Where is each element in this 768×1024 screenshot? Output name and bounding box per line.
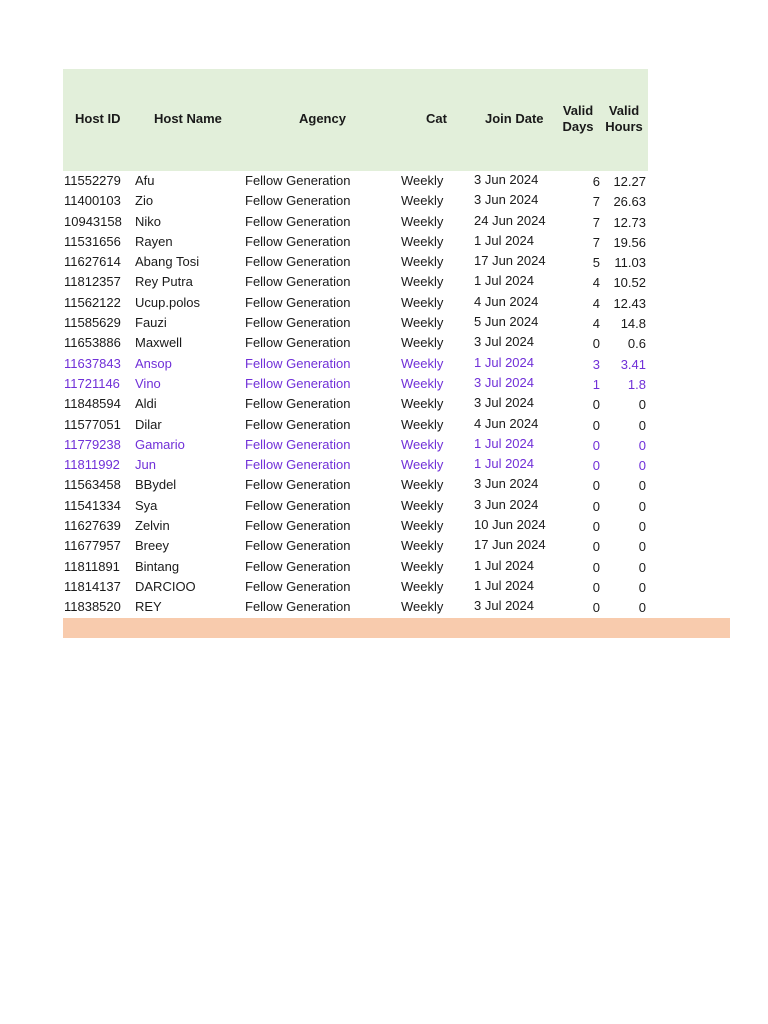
cell-host-id: 11811992 bbox=[64, 457, 120, 473]
cell-host-name: Afu bbox=[135, 173, 155, 188]
cell-agency: Fellow Generation bbox=[245, 416, 351, 432]
cell-join-date: 3 Jul 2024 bbox=[474, 334, 534, 350]
table-row bbox=[63, 516, 648, 536]
cell-host-name: Maxwell bbox=[135, 335, 182, 351]
cell-host-id: 11637843 bbox=[64, 355, 121, 371]
cell-cat: Weekly bbox=[401, 497, 444, 513]
table-row bbox=[63, 354, 648, 374]
cell-host-id: 11585629 bbox=[64, 315, 121, 331]
table-row bbox=[63, 536, 648, 556]
cell-join-date: 1 Jul 2024 bbox=[474, 577, 534, 593]
cell-cat: Weekly bbox=[401, 213, 444, 229]
cell-valid-hours: 0 bbox=[638, 579, 646, 595]
table-row bbox=[63, 415, 648, 435]
cell-host-name: Zio bbox=[135, 193, 154, 209]
cell-valid-hours: 12.27 bbox=[613, 174, 646, 189]
cell-cat: Weekly bbox=[401, 233, 444, 249]
cell-join-date: 1 Jul 2024 bbox=[474, 232, 534, 248]
cell-cat: Weekly bbox=[401, 538, 444, 554]
cell-valid-hours: 0 bbox=[638, 519, 646, 535]
table-row bbox=[63, 212, 648, 232]
cell-valid-hours: 0 bbox=[638, 458, 646, 474]
cell-join-date: 10 Jun 2024 bbox=[474, 517, 546, 533]
cell-host-id: 11812357 bbox=[64, 274, 121, 290]
header-host-name: Host Name bbox=[154, 111, 222, 126]
cell-valid-hours: 0.6 bbox=[627, 336, 646, 352]
cell-join-date: 3 Jul 2024 bbox=[474, 374, 534, 390]
table-row bbox=[63, 374, 648, 394]
cell-host-id: 11577051 bbox=[64, 416, 121, 432]
cell-host-id: 11848594 bbox=[64, 396, 121, 412]
cell-host-id: 11541334 bbox=[64, 497, 121, 513]
cell-agency: Fellow Generation bbox=[245, 375, 351, 391]
cell-join-date: 1 Jul 2024 bbox=[474, 456, 534, 472]
cell-agency: Fellow Generation bbox=[245, 477, 351, 493]
cell-valid-days: 3 bbox=[592, 356, 600, 372]
cell-agency: Fellow Generation bbox=[245, 315, 351, 331]
table-row bbox=[63, 313, 648, 333]
cell-host-name: DARCIOO bbox=[135, 578, 196, 594]
table-row bbox=[63, 577, 648, 597]
cell-agency: Fellow Generation bbox=[245, 436, 351, 452]
cell-valid-hours: 1.8 bbox=[627, 376, 646, 392]
cell-cat: Weekly bbox=[401, 436, 444, 452]
table-body bbox=[63, 171, 648, 618]
cell-cat: Weekly bbox=[401, 518, 444, 534]
cell-valid-hours: 0 bbox=[638, 417, 646, 433]
cell-host-id: 11838520 bbox=[64, 599, 121, 615]
cell-agency: Fellow Generation bbox=[245, 578, 351, 594]
cell-valid-days: 0 bbox=[592, 478, 600, 494]
cell-valid-days: 4 bbox=[592, 295, 600, 311]
cell-host-name: REY bbox=[135, 599, 162, 615]
cell-cat: Weekly bbox=[401, 375, 444, 391]
cell-host-id: 11627639 bbox=[64, 518, 121, 534]
cell-agency: Fellow Generation bbox=[245, 213, 351, 229]
cell-host-id: 11552279 bbox=[64, 173, 121, 188]
header-host-id: Host ID bbox=[75, 111, 121, 126]
cell-valid-days: 5 bbox=[592, 255, 600, 271]
cell-cat: Weekly bbox=[401, 416, 444, 432]
cell-cat: Weekly bbox=[401, 599, 444, 615]
cell-valid-days: 0 bbox=[592, 458, 600, 474]
cell-cat: Weekly bbox=[401, 254, 444, 270]
cell-host-name: Bintang bbox=[135, 558, 180, 574]
cell-cat: Weekly bbox=[401, 355, 444, 371]
cell-agency: Fellow Generation bbox=[245, 233, 351, 249]
cell-agency: Fellow Generation bbox=[245, 274, 351, 290]
cell-agency: Fellow Generation bbox=[245, 518, 351, 534]
cell-host-id: 11562122 bbox=[64, 294, 121, 310]
cell-valid-days: 0 bbox=[592, 539, 600, 555]
cell-valid-days: 0 bbox=[592, 519, 600, 535]
cell-host-name: BBydel bbox=[135, 477, 177, 493]
cell-valid-days: 0 bbox=[592, 600, 600, 616]
cell-valid-days: 0 bbox=[592, 417, 600, 433]
cell-join-date: 4 Jun 2024 bbox=[474, 415, 539, 431]
cell-valid-hours: 0 bbox=[638, 397, 646, 413]
header-valid-days bbox=[560, 103, 596, 135]
cell-valid-days: 6 bbox=[592, 174, 600, 189]
cell-valid-hours: 0 bbox=[638, 498, 646, 514]
cell-host-name: Gamario bbox=[135, 436, 185, 452]
cell-cat: Weekly bbox=[401, 335, 444, 351]
header-cat: Cat bbox=[426, 111, 447, 126]
cell-host-id: 11563458 bbox=[64, 477, 121, 493]
table-row bbox=[63, 191, 648, 211]
cell-join-date: 3 Jun 2024 bbox=[474, 192, 539, 208]
cell-agency: Fellow Generation bbox=[245, 254, 351, 270]
cell-host-id: 11677957 bbox=[64, 538, 121, 554]
cell-host-name: Sya bbox=[135, 497, 158, 513]
cell-host-name: Abang Tosi bbox=[135, 254, 200, 270]
header-valid-days-line2: Days bbox=[562, 119, 594, 134]
cell-valid-hours: 0 bbox=[638, 559, 646, 575]
cell-join-date: 17 Jun 2024 bbox=[474, 253, 546, 269]
cell-agency: Fellow Generation bbox=[245, 497, 351, 513]
footer-bar bbox=[63, 618, 730, 638]
cell-valid-hours: 14.8 bbox=[620, 316, 646, 332]
header-agency: Agency bbox=[299, 111, 346, 126]
header-join-date: Join Date bbox=[485, 111, 544, 126]
cell-valid-days: 1 bbox=[592, 376, 600, 392]
table-row bbox=[63, 293, 648, 313]
cell-host-name: Jun bbox=[135, 457, 156, 473]
cell-join-date: 3 Jun 2024 bbox=[474, 172, 539, 187]
cell-join-date: 5 Jun 2024 bbox=[474, 314, 539, 330]
cell-join-date: 3 Jun 2024 bbox=[474, 496, 539, 512]
cell-host-id: 11400103 bbox=[64, 193, 121, 209]
cell-valid-days: 4 bbox=[592, 275, 600, 291]
cell-agency: Fellow Generation bbox=[245, 173, 351, 188]
cell-join-date: 3 Jun 2024 bbox=[474, 476, 539, 492]
cell-host-name: Ucup.polos bbox=[135, 294, 201, 310]
cell-host-name: Fauzi bbox=[135, 315, 167, 331]
cell-host-name: Rey Putra bbox=[135, 274, 193, 290]
header-valid-hours-line1: Valid bbox=[608, 103, 640, 118]
cell-cat: Weekly bbox=[401, 558, 444, 574]
header-valid-hours bbox=[604, 103, 644, 135]
cell-valid-days: 0 bbox=[592, 579, 600, 595]
table-row bbox=[63, 557, 648, 577]
cell-join-date: 1 Jul 2024 bbox=[474, 273, 534, 289]
cell-cat: Weekly bbox=[401, 315, 444, 331]
cell-host-name: Aldi bbox=[135, 396, 157, 412]
cell-agency: Fellow Generation bbox=[245, 558, 351, 574]
cell-host-name: Dilar bbox=[135, 416, 162, 432]
cell-host-id: 11721146 bbox=[64, 375, 120, 391]
table-row bbox=[63, 475, 648, 495]
cell-join-date: 1 Jul 2024 bbox=[474, 354, 534, 370]
cell-cat: Weekly bbox=[401, 457, 444, 473]
cell-join-date: 1 Jul 2024 bbox=[474, 435, 534, 451]
cell-cat: Weekly bbox=[401, 294, 444, 310]
cell-valid-hours: 11.03 bbox=[614, 255, 646, 271]
cell-valid-hours: 0 bbox=[638, 478, 646, 494]
cell-valid-hours: 0 bbox=[638, 539, 646, 555]
table-row bbox=[63, 333, 648, 353]
cell-host-id: 11653886 bbox=[64, 335, 121, 351]
cell-cat: Weekly bbox=[401, 477, 444, 493]
cell-host-id: 11814137 bbox=[64, 578, 121, 594]
cell-valid-hours: 3.41 bbox=[620, 356, 646, 372]
cell-valid-hours: 12.43 bbox=[613, 295, 646, 311]
cell-valid-days: 0 bbox=[592, 498, 600, 514]
cell-join-date: 4 Jun 2024 bbox=[474, 293, 539, 309]
cell-host-id: 10943158 bbox=[64, 213, 122, 229]
cell-host-id: 11811891 bbox=[64, 558, 120, 574]
cell-agency: Fellow Generation bbox=[245, 355, 351, 371]
table-row bbox=[63, 232, 648, 252]
cell-cat: Weekly bbox=[401, 396, 444, 412]
cell-join-date: 17 Jun 2024 bbox=[474, 537, 546, 553]
cell-valid-hours: 0 bbox=[638, 600, 646, 616]
table-row bbox=[63, 252, 648, 272]
cell-cat: Weekly bbox=[401, 578, 444, 594]
table-row bbox=[63, 394, 648, 414]
cell-valid-hours: 10.52 bbox=[613, 275, 646, 291]
cell-agency: Fellow Generation bbox=[245, 294, 351, 310]
cell-host-id: 11779238 bbox=[64, 436, 121, 452]
table-row bbox=[63, 597, 648, 617]
cell-host-name: Ansop bbox=[135, 355, 172, 371]
cell-valid-days: 7 bbox=[592, 194, 600, 210]
cell-valid-hours: 12.73 bbox=[613, 214, 646, 230]
header-valid-hours-line2: Hours bbox=[605, 119, 643, 134]
cell-valid-days: 7 bbox=[592, 214, 600, 230]
cell-host-name: Zelvin bbox=[135, 518, 170, 534]
table-row bbox=[63, 496, 648, 516]
cell-valid-days: 7 bbox=[592, 234, 600, 250]
host-report-table bbox=[63, 69, 730, 618]
cell-valid-hours: 0 bbox=[638, 437, 646, 453]
cell-host-name: Breey bbox=[135, 538, 169, 554]
cell-host-name: Rayen bbox=[135, 233, 173, 249]
cell-agency: Fellow Generation bbox=[245, 599, 351, 615]
cell-agency: Fellow Generation bbox=[245, 335, 351, 351]
cell-join-date: 3 Jul 2024 bbox=[474, 598, 534, 614]
cell-host-id: 11627614 bbox=[64, 254, 121, 270]
table-header bbox=[63, 69, 648, 171]
cell-host-name: Niko bbox=[135, 213, 162, 229]
cell-cat: Weekly bbox=[401, 274, 444, 290]
table-row bbox=[63, 435, 648, 455]
header-valid-days-line1: Valid bbox=[562, 103, 594, 118]
cell-host-id: 11531656 bbox=[64, 233, 121, 249]
cell-valid-days: 0 bbox=[592, 437, 600, 453]
cell-valid-days: 0 bbox=[592, 336, 600, 352]
cell-join-date: 1 Jul 2024 bbox=[474, 557, 534, 573]
cell-valid-hours: 19.56 bbox=[613, 234, 646, 250]
cell-valid-days: 0 bbox=[592, 397, 600, 413]
cell-agency: Fellow Generation bbox=[245, 396, 351, 412]
table-row bbox=[63, 171, 648, 191]
cell-valid-days: 0 bbox=[592, 559, 600, 575]
cell-join-date: 3 Jul 2024 bbox=[474, 395, 534, 411]
table-row bbox=[63, 455, 648, 475]
cell-agency: Fellow Generation bbox=[245, 538, 351, 554]
cell-agency: Fellow Generation bbox=[245, 457, 351, 473]
cell-cat: Weekly bbox=[401, 193, 444, 209]
cell-valid-days: 4 bbox=[592, 316, 600, 332]
cell-cat: Weekly bbox=[401, 173, 444, 188]
cell-join-date: 24 Jun 2024 bbox=[474, 212, 546, 228]
table-row bbox=[63, 272, 648, 292]
cell-agency: Fellow Generation bbox=[245, 193, 351, 209]
cell-valid-hours: 26.63 bbox=[613, 194, 646, 210]
cell-host-name: Vino bbox=[135, 375, 161, 391]
